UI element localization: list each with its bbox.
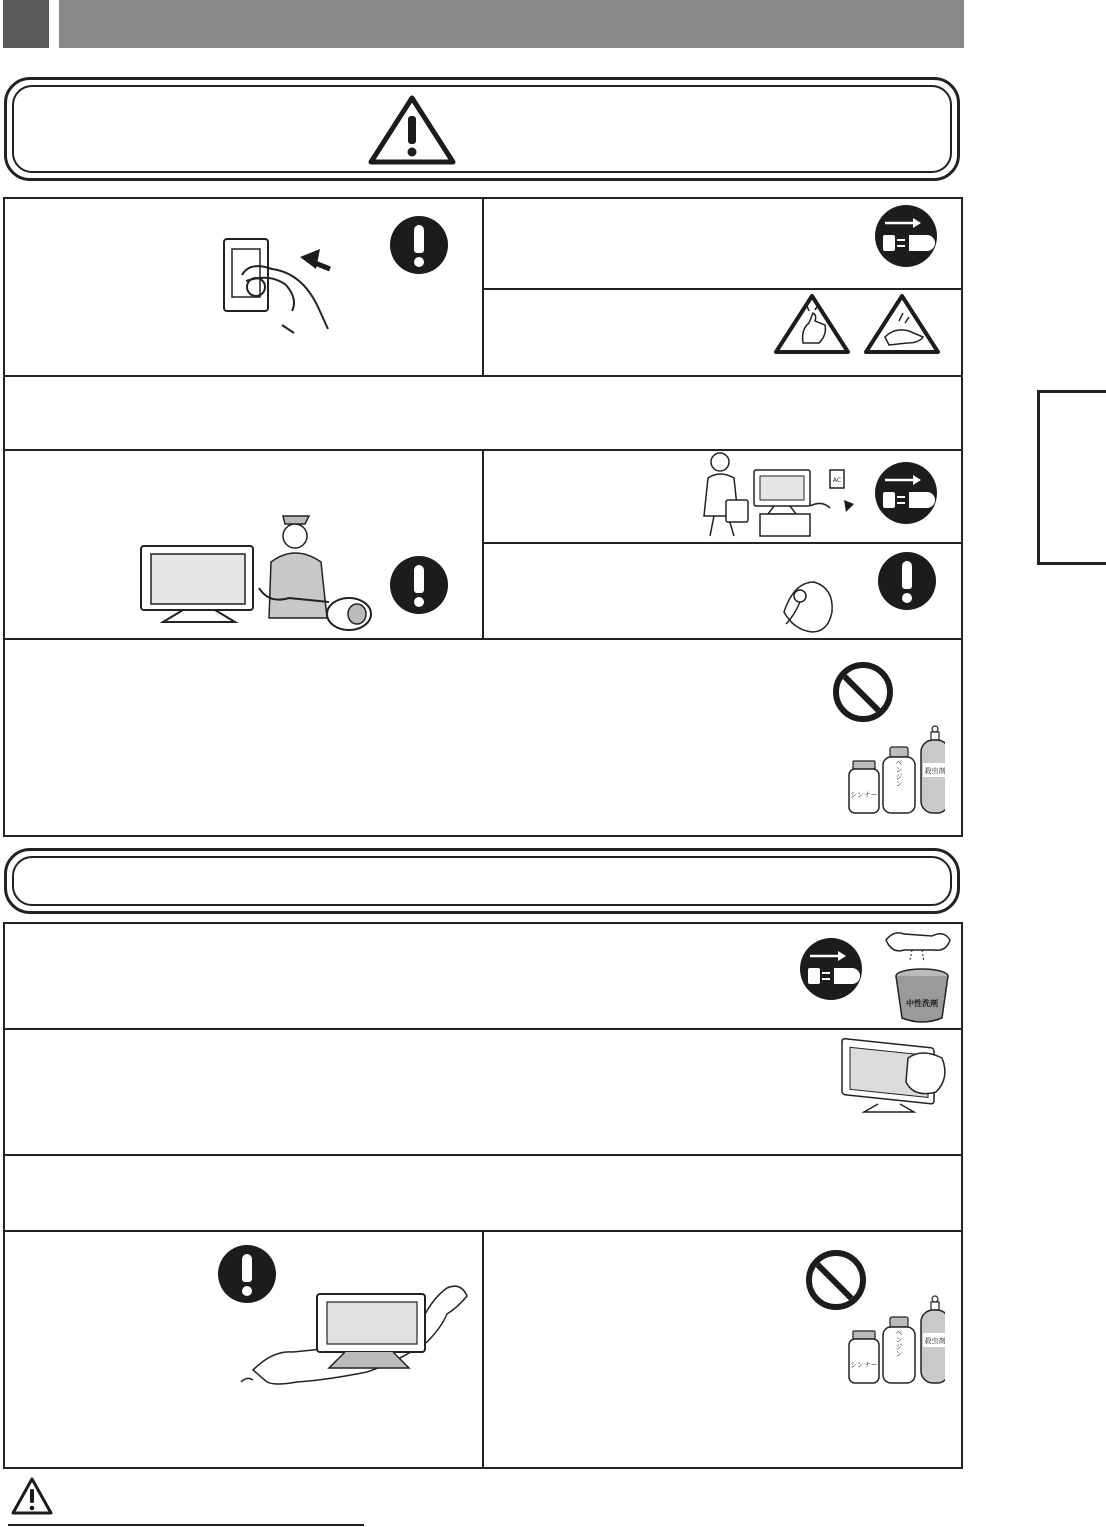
unplug-icon [875, 205, 937, 267]
chemical-bottles-illustration [845, 1295, 945, 1387]
bottle-label-benzine: ベンジン [895, 759, 903, 787]
column-divider [482, 1230, 484, 1468]
footer-underline [8, 1524, 364, 1526]
header-section-square [3, 0, 49, 48]
cell-divider [483, 542, 963, 544]
wipe-plug-illustration [780, 572, 840, 638]
hand-injury-warning-icon [863, 293, 941, 355]
bottle-label-thinner: シンナー [850, 791, 878, 799]
caution-triangle-icon [10, 1476, 54, 1516]
chemical-bottles-illustration [845, 725, 945, 817]
finger-pinch-warning-icon [773, 293, 851, 355]
unplug-icon [800, 938, 862, 1000]
technician-cleaning-tv-illustration [135, 510, 375, 634]
side-index-tab [1037, 390, 1106, 565]
mandatory-action-icon [390, 216, 448, 274]
bottle-label-benzine: ベンジン [895, 1329, 903, 1357]
row-divider [3, 1028, 963, 1030]
plug-in-outlet-illustration [220, 235, 340, 335]
cell-divider [483, 288, 963, 290]
mandatory-action-icon [390, 556, 448, 614]
outlet-label: AC [832, 477, 842, 484]
caution-banner-2 [4, 848, 960, 914]
bottle-label-insecticide: 殺虫剤 [924, 1337, 945, 1345]
header-title-bar [59, 0, 964, 48]
wipe-screen-illustration [838, 1034, 956, 1114]
tv-japan-map-illustration [235, 1282, 480, 1392]
bucket-label: 中性洗剤 [906, 999, 938, 1008]
column-divider [482, 197, 484, 376]
caution-triangle-icon [367, 94, 457, 166]
caution-banner [4, 77, 960, 181]
person-leaving-unplug-illustration [690, 450, 860, 540]
unplug-icon [875, 462, 937, 524]
row-divider [3, 1154, 963, 1156]
detergent-bucket-illustration [892, 966, 952, 1024]
bottle-label-thinner: シンナー [850, 1361, 878, 1369]
column-divider [482, 449, 484, 639]
wring-cloth-illustration [882, 926, 954, 966]
bottle-label-insecticide: 殺虫剤 [924, 767, 945, 775]
mandatory-action-icon [878, 552, 936, 610]
prohibition-icon [833, 662, 893, 722]
